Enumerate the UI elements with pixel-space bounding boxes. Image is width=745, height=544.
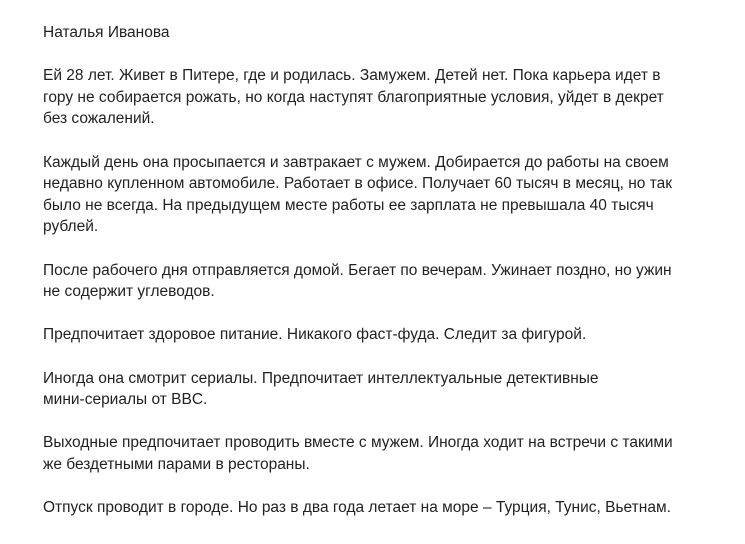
text-line: же бездетными парами в рестораны. xyxy=(43,455,310,473)
paragraph-weekends xyxy=(43,432,723,475)
text-line: После рабочего дня отправляется домой. Бегает по вечерам. Ужинает поздно, но ужин xyxy=(43,261,672,279)
text-line: мини-сериалы от BBC. xyxy=(43,391,208,409)
paragraph-nutrition xyxy=(43,324,723,346)
paragraph-evening xyxy=(43,260,723,303)
persona-name xyxy=(43,22,723,44)
document-body xyxy=(43,22,723,519)
paragraph-daily-routine xyxy=(43,152,723,238)
text-line: без сожалений. xyxy=(43,110,155,128)
paragraph-series xyxy=(43,368,723,411)
text-line: было не всегда. На предыдущем месте работы ее зарплата не превышала 40 тысяч xyxy=(43,196,654,214)
text-line: Каждый день она просыпается и завтракает с мужем. Добирается до работы на своем xyxy=(43,153,669,171)
text-line: Ей 28 лет. Живет в Питере, где и родилась. Замужем. Детей нет. Пока карьера идет в xyxy=(43,67,661,85)
text-line: Выходные предпочитает проводить вместе с мужем. Иногда ходит на встречи с такими xyxy=(43,434,673,452)
text-line: не содержит углеводов. xyxy=(43,283,215,301)
text-line: Отпуск проводит в городе. Но раз в два года летает на море – Турция, Тунис, Вьетнам. xyxy=(43,499,671,517)
paragraph-vacation xyxy=(43,497,723,519)
text-line: недавно купленном автомобиле. Работает в офисе. Получает 60 тысяч в месяц, но так xyxy=(43,175,673,193)
text-line: Предпочитает здоровое питание. Никакого фаст-фуда. Следит за фигурой. xyxy=(43,326,587,344)
text-line: Иногда она смотрит сериалы. Предпочитает интеллектуальные детективные xyxy=(43,369,599,387)
text-line: гору не собирается рожать, но когда наступят благоприятные условия, уйдет в декрет xyxy=(43,88,664,106)
paragraph-age-city xyxy=(43,65,723,130)
text-line: Наталья Иванова xyxy=(43,24,170,41)
text-line: рублей. xyxy=(43,218,99,236)
